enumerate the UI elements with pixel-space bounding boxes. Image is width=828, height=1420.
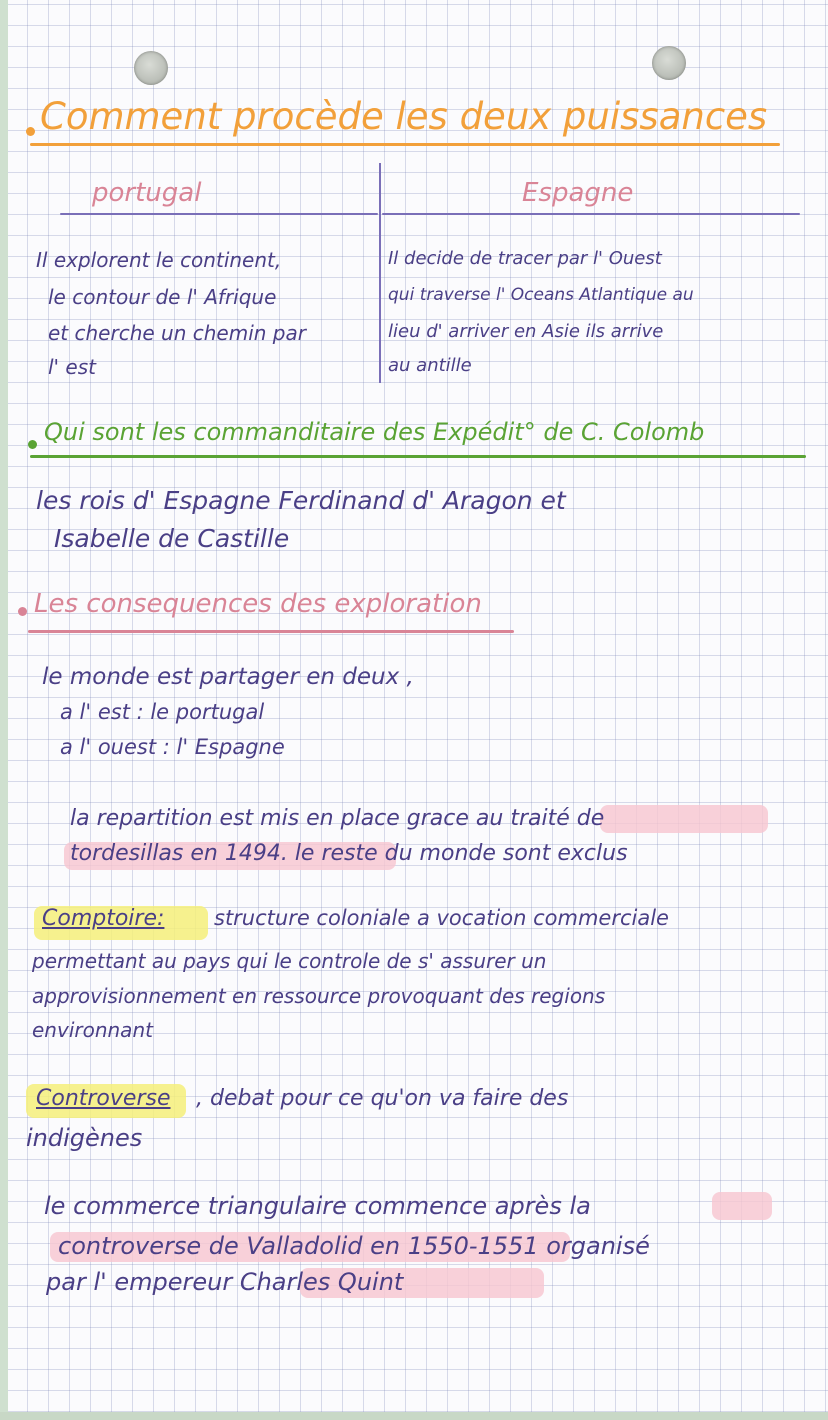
page-bottom-edge: [0, 1412, 828, 1420]
section3-underline: [28, 630, 514, 633]
espagne-header: Espagne: [522, 178, 634, 208]
espagne-line: lieu d' arriver en Asie ils arrive: [388, 321, 664, 342]
comptoire-line: environnant: [32, 1018, 153, 1042]
section3-line: a l' ouest : l' Espagne: [60, 735, 285, 759]
portugal-header: portugal: [92, 178, 202, 208]
controverse-line: , debat pour ce qu'on va faire des: [196, 1086, 569, 1111]
section2-line: Isabelle de Castille: [54, 524, 290, 553]
comptoire-term: Comptoire:: [42, 906, 165, 931]
title-underline: [30, 143, 780, 146]
table-divider: [379, 163, 381, 383]
repartition-line: la repartition est mis en place grace au traité de: [70, 806, 605, 831]
highlight-la: [712, 1192, 772, 1220]
portugal-line: et cherche un chemin par: [48, 321, 306, 345]
portugal-line: le contour de l' Afrique: [48, 285, 277, 309]
espagne-header-line: [382, 213, 800, 215]
punch-hole-left: [134, 51, 168, 85]
controverse-line: indigènes: [26, 1124, 143, 1152]
page-title: Comment procède les deux puissances: [40, 95, 768, 138]
portugal-header-line: [60, 213, 378, 215]
highlight-traite: [600, 805, 768, 833]
commerce-line: le commerce triangulaire commence après la: [44, 1192, 591, 1220]
controverse-term: Controverse: [36, 1086, 171, 1111]
commerce-line: controverse de Valladolid en 1550-1551 organisé: [58, 1232, 650, 1260]
section3-bullet: [18, 607, 27, 616]
section2-title: Qui sont les commanditaire des Expédit° de C. Colomb: [44, 418, 705, 446]
espagne-line: qui traverse l' Oceans Atlantique au: [388, 285, 694, 305]
portugal-line: Il explorent le continent,: [36, 248, 282, 272]
repartition-line: tordesillas en 1494. le reste du monde sont exclus: [70, 841, 628, 866]
page-left-edge: [0, 0, 8, 1420]
espagne-line: Il decide de tracer par l' Ouest: [388, 248, 662, 269]
espagne-line: au antille: [388, 355, 472, 376]
section3-line: a l' est : le portugal: [60, 700, 265, 724]
section3-title: Les consequences des exploration: [34, 589, 482, 619]
comptoire-line: approvisionnement en ressource provoquant des regions: [32, 984, 606, 1008]
section2-line: les rois d' Espagne Ferdinand d' Aragon et: [36, 486, 566, 515]
commerce-line: par l' empereur Charles Quint: [46, 1268, 404, 1296]
comptoire-line: structure coloniale a vocation commerciale: [214, 906, 669, 930]
comptoire-line: permettant au pays qui le controle de s' assurer un: [32, 949, 547, 973]
section2-underline: [30, 455, 806, 458]
portugal-line: l' est: [48, 355, 96, 379]
punch-hole-right: [652, 46, 686, 80]
section3-line: le monde est partager en deux ,: [42, 664, 414, 690]
title-bullet: [26, 127, 35, 136]
section2-bullet: [28, 440, 37, 449]
